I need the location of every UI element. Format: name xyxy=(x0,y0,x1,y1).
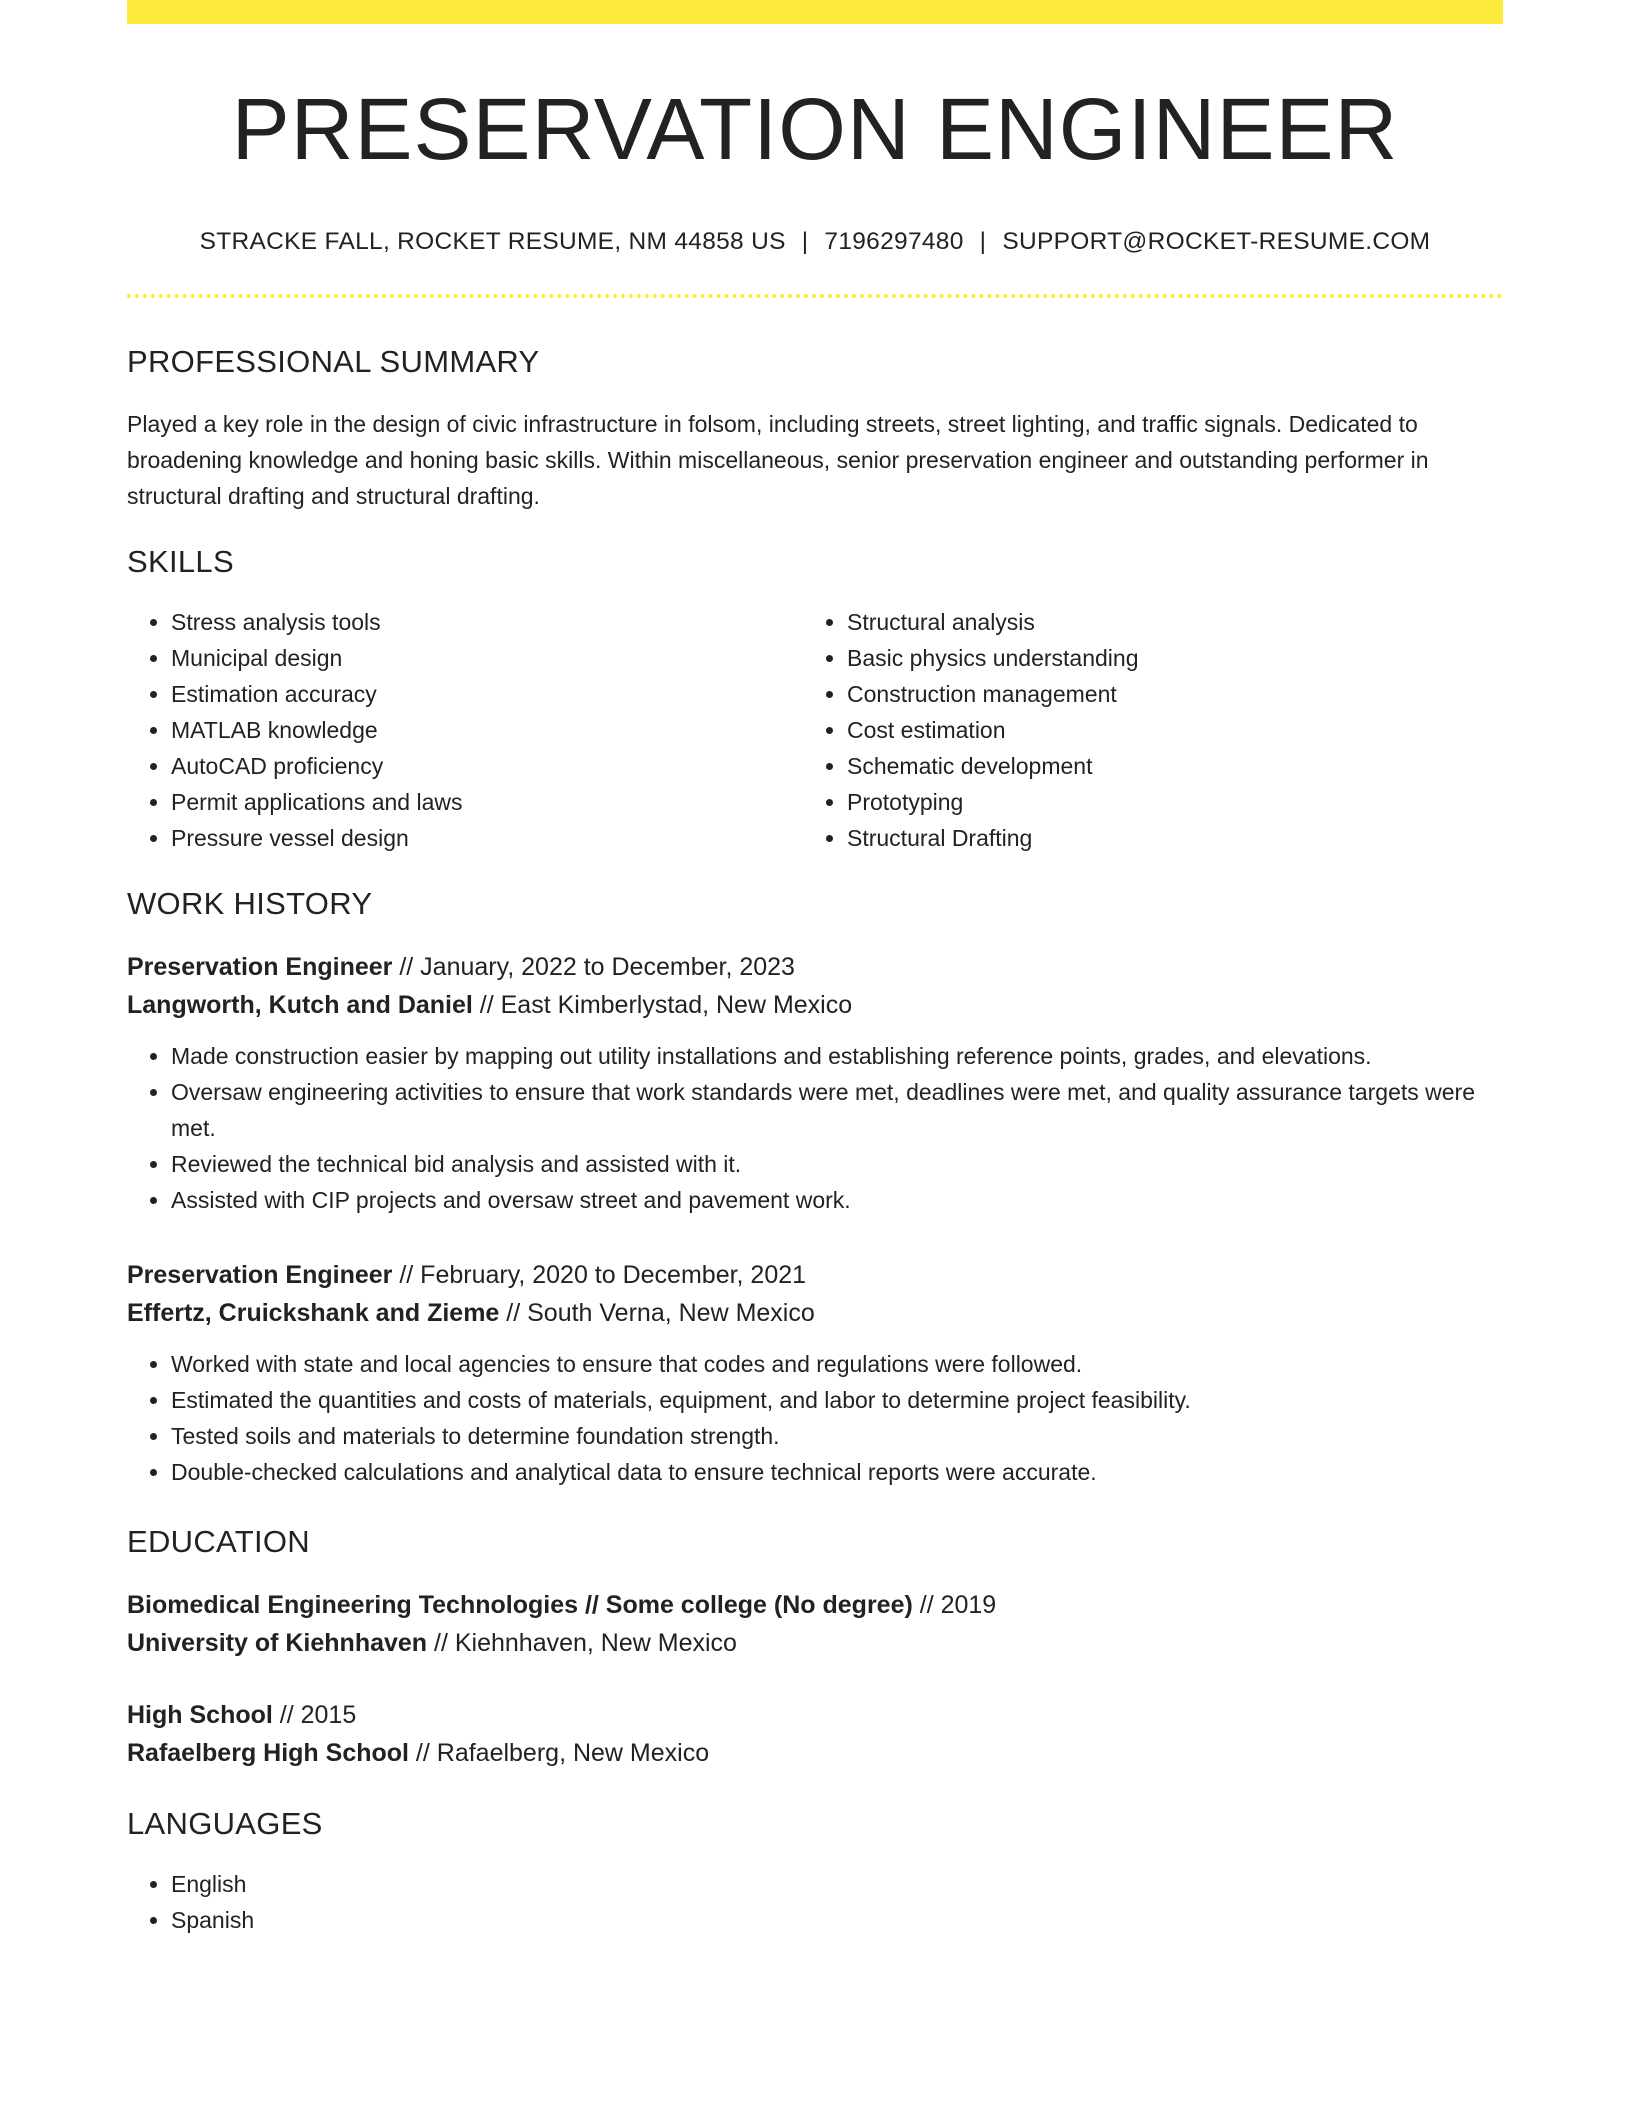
job-company-line xyxy=(127,986,1503,1024)
education-entry xyxy=(127,1696,1503,1772)
job-title-line xyxy=(127,948,1503,986)
job-bullets xyxy=(127,1038,1503,1218)
languages-list xyxy=(127,1866,1503,1938)
job-bullet: • Worked with state and local agencies to ensure that codes and regulations were followed. xyxy=(171,1346,1503,1382)
job-company-line xyxy=(127,1294,1503,1332)
job-dates: // January, 2022 to December, 2023 xyxy=(392,952,795,981)
dotted-divider xyxy=(127,294,1503,298)
education-year: // 2015 xyxy=(272,1700,357,1729)
education-heading: EDUCATION xyxy=(127,1523,310,1559)
contact-separator: | xyxy=(801,227,809,255)
skill-item: • Stress analysis tools xyxy=(171,604,803,640)
education-school-line xyxy=(127,1734,1503,1772)
job-bullet: • Estimated the quantities and costs of materials, equipment, and labor to determine project feasibility. xyxy=(171,1382,1503,1418)
job-bullet: • Oversaw engineering activities to ensure that work standards were met, deadlines were met, and quality assurance targets were met. xyxy=(171,1074,1503,1146)
languages-items xyxy=(127,1866,1503,1938)
language-item: • English xyxy=(171,1866,1503,1902)
job-bullet: • Assisted with CIP projects and oversaw street and pavement work. xyxy=(171,1182,1503,1218)
job-location: // South Verna, New Mexico xyxy=(499,1298,815,1327)
skill-item: • Schematic development xyxy=(847,748,1479,784)
education-location: // Kiehnhaven, New Mexico xyxy=(427,1628,737,1657)
resume-page xyxy=(127,0,1503,1938)
job-bullet: • Reviewed the technical bid analysis and assisted with it. xyxy=(171,1146,1503,1182)
skills-column-right xyxy=(803,604,1479,856)
summary-heading: PROFESSIONAL SUMMARY xyxy=(127,343,540,379)
education-degree-line xyxy=(127,1696,1503,1734)
languages-heading: LANGUAGES xyxy=(127,1805,323,1841)
education-degree-line xyxy=(127,1586,1503,1624)
language-item: • Spanish xyxy=(171,1902,1503,1938)
skill-item: • AutoCAD proficiency xyxy=(171,748,803,784)
skill-item: • Structural analysis xyxy=(847,604,1479,640)
skill-item: • Estimation accuracy xyxy=(171,676,803,712)
job-entry xyxy=(127,1256,1503,1490)
job-entry xyxy=(127,948,1503,1218)
summary-text: Played a key role in the design of civic infrastructure in folsom, including streets, street lighting, and traffic signals. Dedicated to broadening knowledge and honing basic skills. Within miscellaneous, senior preservation engineer and outstanding performer in structural drafting and structural drafting. xyxy=(127,410,1429,509)
skill-item: • Municipal design xyxy=(171,640,803,676)
education-degree: Biomedical Engineering Technologies // Some college (No degree) xyxy=(127,1590,913,1619)
education-school-line xyxy=(127,1624,1503,1662)
job-dates: // February, 2020 to December, 2021 xyxy=(392,1260,807,1289)
job-company: Langworth, Kutch and Daniel xyxy=(127,990,473,1019)
education-school: University of Kiehnhaven xyxy=(127,1628,428,1657)
contact-phone: 7196297480 xyxy=(824,227,964,255)
accent-bar xyxy=(127,0,1503,24)
job-bullet: • Made construction easier by mapping out utility installations and establishing reference points, grades, and elevations. xyxy=(171,1038,1503,1074)
job-bullets xyxy=(127,1346,1503,1490)
contact-address: STRACKE FALL, ROCKET RESUME, NM 44858 US xyxy=(199,227,786,255)
skill-item: • Prototyping xyxy=(847,784,1479,820)
education-degree: High School xyxy=(127,1700,273,1729)
contact-line xyxy=(127,228,1503,256)
skill-item: • MATLAB knowledge xyxy=(171,712,803,748)
job-bullet: • Double-checked calculations and analytical data to ensure technical reports were accurate. xyxy=(171,1454,1503,1490)
job-role: Preservation Engineer xyxy=(127,1260,393,1289)
skill-item: • Permit applications and laws xyxy=(171,784,803,820)
job-location: // East Kimberlystad, New Mexico xyxy=(472,990,853,1019)
job-company: Effertz, Cruickshank and Zieme xyxy=(127,1298,500,1327)
contact-separator: | xyxy=(979,227,987,255)
work-history-heading: WORK HISTORY xyxy=(127,885,373,921)
skill-item: • Pressure vessel design xyxy=(171,820,803,856)
skills-list xyxy=(127,604,1503,856)
skill-item: • Structural Drafting xyxy=(847,820,1479,856)
job-role: Preservation Engineer xyxy=(127,952,393,981)
education-year: // 2019 xyxy=(912,1590,997,1619)
job-title-line xyxy=(127,1256,1503,1294)
skill-item: • Cost estimation xyxy=(847,712,1479,748)
skills-heading: SKILLS xyxy=(127,543,234,579)
education-location: // Rafaelberg, New Mexico xyxy=(408,1738,710,1767)
contact-email: SUPPORT@ROCKET-RESUME.COM xyxy=(1002,227,1431,255)
page-title: PRESERVATION ENGINEER xyxy=(231,81,1399,178)
skills-column-left xyxy=(127,604,803,856)
skill-item: • Basic physics understanding xyxy=(847,640,1479,676)
education-school: Rafaelberg High School xyxy=(127,1738,409,1767)
job-bullet: • Tested soils and materials to determine foundation strength. xyxy=(171,1418,1503,1454)
education-entry xyxy=(127,1586,1503,1662)
skill-item: • Construction management xyxy=(847,676,1479,712)
